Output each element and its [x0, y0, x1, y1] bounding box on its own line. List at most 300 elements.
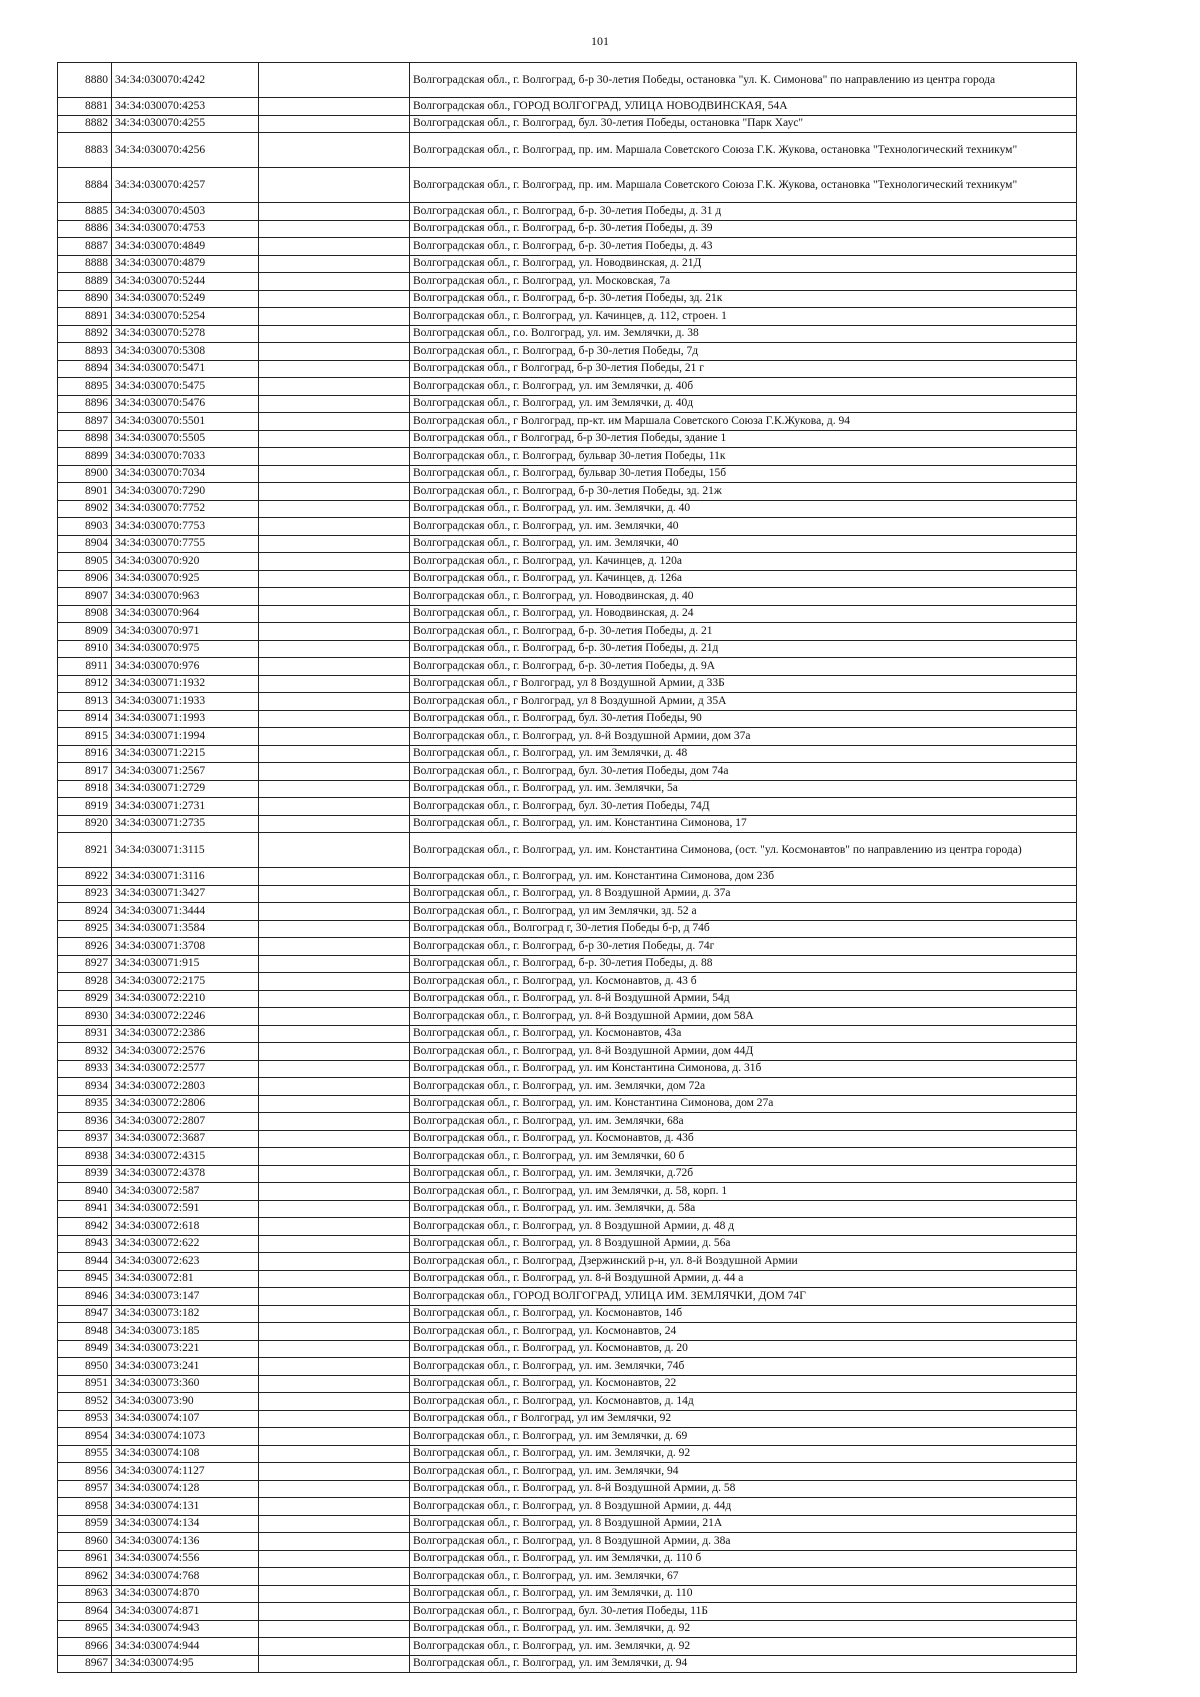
cadastral-number-cell: 34:34:030071:3708 [112, 938, 259, 956]
cadastral-number-cell: 34:34:030072:2175 [112, 973, 259, 991]
cadastral-number-cell: 34:34:030070:963 [112, 588, 259, 606]
address-cell: Волгоградская обл., г. Волгоград, ул. им. Землячки, 67 [410, 1568, 1077, 1586]
address-cell: Волгоградская обл., г. Волгоград, б-р. 30-летия Победы, д. 39 [410, 220, 1077, 238]
row-number-cell: 8962 [58, 1568, 112, 1586]
address-cell: Волгоградская обл., г. Волгоград, Дзержинский р-н, ул. 8-й Воздушной Армии [410, 1253, 1077, 1271]
cadastral-number-cell: 34:34:030070:4255 [112, 115, 259, 133]
table-row [58, 780, 1077, 798]
address-cell: Волгоградская обл., г. Волгоград, ул. Космонавтов, д. 43 б [410, 973, 1077, 991]
row-number-cell: 8966 [58, 1638, 112, 1656]
address-cell: Волгоградская обл., г. Волгоград, пр. им. Маршала Советского Союза Г.К. Жукова, остановка "Технологический техникум" [410, 168, 1077, 203]
row-number-cell: 8891 [58, 308, 112, 326]
cadastral-number-cell: 34:34:030070:5505 [112, 430, 259, 448]
row-number-cell: 8907 [58, 588, 112, 606]
table-row [58, 1445, 1077, 1463]
address-cell: Волгоградская обл., г Волгоград, б-р 30-летия Победы, 21 г [410, 360, 1077, 378]
empty-cell [259, 780, 410, 798]
table-row [58, 1130, 1077, 1148]
cadastral-number-cell: 34:34:030071:2729 [112, 780, 259, 798]
row-number-cell: 8904 [58, 535, 112, 553]
empty-cell [259, 1253, 410, 1271]
empty-cell [259, 605, 410, 623]
cadastral-number-cell: 34:34:030070:5244 [112, 273, 259, 291]
address-cell: Волгоградская обл., г.о. Волгоград, ул. им. Землячки, д. 38 [410, 325, 1077, 343]
table-row [58, 1410, 1077, 1428]
table-row [58, 1323, 1077, 1341]
table-row [58, 255, 1077, 273]
empty-cell [259, 430, 410, 448]
cadastral-number-cell: 34:34:030072:3687 [112, 1130, 259, 1148]
empty-cell [259, 1148, 410, 1166]
table-row [58, 640, 1077, 658]
cadastral-number-cell: 34:34:030072:2210 [112, 990, 259, 1008]
address-cell: Волгоградская обл., г. Волгоград, ул. им. Константина Симонова, дом 27а [410, 1095, 1077, 1113]
cadastral-number-cell: 34:34:030071:1993 [112, 710, 259, 728]
empty-cell [259, 1165, 410, 1183]
row-number-cell: 8911 [58, 658, 112, 676]
row-number-cell: 8890 [58, 290, 112, 308]
empty-cell [259, 1200, 410, 1218]
row-number-cell: 8964 [58, 1603, 112, 1621]
empty-cell [259, 1445, 410, 1463]
address-cell: Волгоградская обл., г. Волгоград, ул. 8-й Воздушной Армии, д. 44 а [410, 1270, 1077, 1288]
empty-cell [259, 553, 410, 571]
cadastral-number-cell: 34:34:030072:622 [112, 1235, 259, 1253]
cadastral-number-cell: 34:34:030074:108 [112, 1445, 259, 1463]
row-number-cell: 8938 [58, 1148, 112, 1166]
row-number-cell: 8913 [58, 693, 112, 711]
cadastral-number-cell: 34:34:030071:2215 [112, 745, 259, 763]
cadastral-number-cell: 34:34:030074:1073 [112, 1428, 259, 1446]
empty-cell [259, 98, 410, 116]
table-row [58, 693, 1077, 711]
row-number-cell: 8909 [58, 623, 112, 641]
empty-cell [259, 1078, 410, 1096]
table-row [58, 1515, 1077, 1533]
table-row [58, 1655, 1077, 1673]
empty-cell [259, 1603, 410, 1621]
empty-cell [259, 885, 410, 903]
cadastral-number-cell: 34:34:030070:5249 [112, 290, 259, 308]
cadastral-number-cell: 34:34:030070:5476 [112, 395, 259, 413]
empty-cell [259, 728, 410, 746]
cadastral-number-cell: 34:34:030071:2567 [112, 763, 259, 781]
row-number-cell: 8928 [58, 973, 112, 991]
table-row [58, 1305, 1077, 1323]
cadastral-number-cell: 34:34:030070:4256 [112, 133, 259, 168]
address-cell: Волгоградская обл., г. Волгоград, бульвар 30-летия Победы, 15б [410, 465, 1077, 483]
empty-cell [259, 1113, 410, 1131]
table-row [58, 745, 1077, 763]
row-number-cell: 8967 [58, 1655, 112, 1673]
cadastral-number-cell: 34:34:030070:7290 [112, 483, 259, 501]
row-number-cell: 8914 [58, 710, 112, 728]
row-number-cell: 8881 [58, 98, 112, 116]
empty-cell [259, 1375, 410, 1393]
address-cell: Волгоградская обл., г. Волгоград, б-р 30-летия Победы, зд. 21ж [410, 483, 1077, 501]
row-number-cell: 8944 [58, 1253, 112, 1271]
table-row [58, 798, 1077, 816]
empty-cell [259, 1393, 410, 1411]
row-number-cell: 8935 [58, 1095, 112, 1113]
cadastral-number-cell: 34:34:030071:1994 [112, 728, 259, 746]
table-row [58, 1480, 1077, 1498]
row-number-cell: 8894 [58, 360, 112, 378]
table-row [58, 553, 1077, 571]
table-row [58, 1113, 1077, 1131]
row-number-cell: 8933 [58, 1060, 112, 1078]
row-number-cell: 8884 [58, 168, 112, 203]
address-cell: Волгоградская обл., г. Волгоград, ул. Космонавтов, д. 43б [410, 1130, 1077, 1148]
address-cell: Волгоградская обл., г. Волгоград, бул. 30-летия Победы, 74Д [410, 798, 1077, 816]
empty-cell [259, 570, 410, 588]
empty-cell [259, 1585, 410, 1603]
address-cell: Волгоградская обл., г. Волгоград, ул. Качинцев, д. 112, строен. 1 [410, 308, 1077, 326]
empty-cell [259, 868, 410, 886]
empty-cell [259, 518, 410, 536]
row-number-cell: 8941 [58, 1200, 112, 1218]
empty-cell [259, 1533, 410, 1551]
empty-cell [259, 308, 410, 326]
cadastral-number-cell: 34:34:030074:134 [112, 1515, 259, 1533]
cadastral-number-cell: 34:34:030072:4315 [112, 1148, 259, 1166]
empty-cell [259, 833, 410, 868]
empty-cell [259, 938, 410, 956]
row-number-cell: 8934 [58, 1078, 112, 1096]
table-row [58, 868, 1077, 886]
address-cell: Волгоградская обл., г. Волгоград, ул. 8-й Воздушной Армии, дом 58А [410, 1008, 1077, 1026]
empty-cell [259, 395, 410, 413]
address-cell: Волгоградская обл., г. Волгоград, ул. Космонавтов, 14б [410, 1305, 1077, 1323]
table-row [58, 1253, 1077, 1271]
table-row [58, 1043, 1077, 1061]
row-number-cell: 8900 [58, 465, 112, 483]
empty-cell [259, 588, 410, 606]
empty-cell [259, 238, 410, 256]
address-cell: Волгоградская обл., г. Волгоград, б-р 30-летия Победы, д. 74г [410, 938, 1077, 956]
address-cell: Волгоградская обл., г. Волгоград, бул. 30-летия Победы, 11Б [410, 1603, 1077, 1621]
table-row [58, 1095, 1077, 1113]
cadastral-number-cell: 34:34:030070:4257 [112, 168, 259, 203]
address-cell: Волгоградская обл., г. Волгоград, ул. 8-й Воздушной Армии, дом 44Д [410, 1043, 1077, 1061]
table-row [58, 658, 1077, 676]
address-cell: Волгоградская обл., г. Волгоград, ул. 8-й Воздушной Армии, 54д [410, 990, 1077, 1008]
address-cell: Волгоградская обл., г. Волгоград, б-р. 30-летия Победы, д. 43 [410, 238, 1077, 256]
row-number-cell: 8895 [58, 378, 112, 396]
empty-cell [259, 413, 410, 431]
table-row [58, 133, 1077, 168]
cadastral-number-cell: 34:34:030074:136 [112, 1533, 259, 1551]
row-number-cell: 8887 [58, 238, 112, 256]
table-row [58, 308, 1077, 326]
cadastral-number-cell: 34:34:030070:5308 [112, 343, 259, 361]
row-number-cell: 8916 [58, 745, 112, 763]
row-number-cell: 8960 [58, 1533, 112, 1551]
address-cell: Волгоградская обл., г. Волгоград, ул. Космонавтов, д. 20 [410, 1340, 1077, 1358]
empty-cell [259, 815, 410, 833]
cadastral-number-cell: 34:34:030071:915 [112, 955, 259, 973]
empty-cell [259, 903, 410, 921]
row-number-cell: 8921 [58, 833, 112, 868]
row-number-cell: 8949 [58, 1340, 112, 1358]
address-cell: Волгоградская обл., г. Волгоград, ул. 8 Воздушной Армии, д. 56а [410, 1235, 1077, 1253]
table-row [58, 448, 1077, 466]
cadastral-number-cell: 34:34:030073:147 [112, 1288, 259, 1306]
table-row [58, 1393, 1077, 1411]
cadastral-number-cell: 34:34:030070:5471 [112, 360, 259, 378]
address-cell: Волгоградская обл., г. Волгоград, ул. Качинцев, д. 126а [410, 570, 1077, 588]
cadastral-number-cell: 34:34:030072:2577 [112, 1060, 259, 1078]
row-number-cell: 8931 [58, 1025, 112, 1043]
address-cell: Волгоградская обл., г. Волгоград, ул. им. Землячки, д.72б [410, 1165, 1077, 1183]
empty-cell [259, 1568, 410, 1586]
address-cell: Волгоградская обл., г. Волгоград, бульвар 30-летия Победы, 11к [410, 448, 1077, 466]
cadastral-registry-table [57, 62, 1077, 1673]
row-number-cell: 8942 [58, 1218, 112, 1236]
table-row [58, 220, 1077, 238]
cadastral-number-cell: 34:34:030072:618 [112, 1218, 259, 1236]
table-row [58, 343, 1077, 361]
row-number-cell: 8901 [58, 483, 112, 501]
table-row [58, 465, 1077, 483]
table-row [58, 360, 1077, 378]
empty-cell [259, 973, 410, 991]
empty-cell [259, 1410, 410, 1428]
table-row [58, 1428, 1077, 1446]
table-row [58, 1638, 1077, 1656]
address-cell: Волгоградская обл., г. Волгоград, ул. им. Землячки, 68а [410, 1113, 1077, 1131]
row-number-cell: 8882 [58, 115, 112, 133]
address-cell: Волгоградская обл., ГОРОД ВОЛГОГРАД, УЛИЦА НОВОДВИНСКАЯ, 54А [410, 98, 1077, 116]
empty-cell [259, 465, 410, 483]
address-cell: Волгоградская обл., г. Волгоград, ул. им Землячки, д. 69 [410, 1428, 1077, 1446]
address-cell: Волгоградская обл., г. Волгоград, ул. 8-й Воздушной Армии, д. 58 [410, 1480, 1077, 1498]
empty-cell [259, 1008, 410, 1026]
table-row [58, 1200, 1077, 1218]
empty-cell [259, 273, 410, 291]
table-row [58, 605, 1077, 623]
empty-cell [259, 1638, 410, 1656]
cadastral-number-cell: 34:34:030074:107 [112, 1410, 259, 1428]
address-cell: Волгоградская обл., г. Волгоград, ул. им Землячки, д. 110 б [410, 1550, 1077, 1568]
address-cell: Волгоградская обл., г. Волгоград, б-р. 30-летия Победы, д. 88 [410, 955, 1077, 973]
row-number-cell: 8961 [58, 1550, 112, 1568]
address-cell: Волгоградская обл., г. Волгоград, ул. Космонавтов, 43а [410, 1025, 1077, 1043]
table-row [58, 1218, 1077, 1236]
table-row [58, 710, 1077, 728]
row-number-cell: 8899 [58, 448, 112, 466]
address-cell: Волгоградская обл., г. Волгоград, ул. им. Константина Симонова, (ост. "ул. Космонавтов" по направлению из центра города) [410, 833, 1077, 868]
empty-cell [259, 640, 410, 658]
table-row [58, 98, 1077, 116]
table-row [58, 1025, 1077, 1043]
table-row [58, 1375, 1077, 1393]
address-cell: Волгоградская обл., г. Волгоград, ул. 8-й Воздушной Армии, дом 37а [410, 728, 1077, 746]
table-row [58, 1235, 1077, 1253]
row-number-cell: 8897 [58, 413, 112, 431]
row-number-cell: 8906 [58, 570, 112, 588]
address-cell: Волгоградская обл., г. Волгоград, ул. им. Землячки, 40 [410, 518, 1077, 536]
cadastral-number-cell: 34:34:030073:182 [112, 1305, 259, 1323]
table-row [58, 238, 1077, 256]
row-number-cell: 8952 [58, 1393, 112, 1411]
address-cell: Волгоградская обл., г. Волгоград, бул. 30-летия Победы, 90 [410, 710, 1077, 728]
cadastral-number-cell: 34:34:030070:4253 [112, 98, 259, 116]
cadastral-number-cell: 34:34:030070:5475 [112, 378, 259, 396]
table-row [58, 168, 1077, 203]
table-row [58, 535, 1077, 553]
empty-cell [259, 1323, 410, 1341]
row-number-cell: 8963 [58, 1585, 112, 1603]
empty-cell [259, 1288, 410, 1306]
address-cell: Волгоградская обл., г. Волгоград, ул. Новодвинская, д. 40 [410, 588, 1077, 606]
empty-cell [259, 710, 410, 728]
table-row [58, 990, 1077, 1008]
row-number-cell: 8932 [58, 1043, 112, 1061]
table-row [58, 815, 1077, 833]
address-cell: Волгоградская обл., г. Волгоград, б-р. 30-летия Победы, д. 9А [410, 658, 1077, 676]
empty-cell [259, 203, 410, 221]
cadastral-number-cell: 34:34:030071:3115 [112, 833, 259, 868]
table-row [58, 413, 1077, 431]
table-row [58, 1550, 1077, 1568]
row-number-cell: 8946 [58, 1288, 112, 1306]
address-cell: Волгоградская обл., г. Волгоград, б-р 30-летия Победы, остановка "ул. К. Симонова" по направлению из центра города [410, 63, 1077, 98]
empty-cell [259, 1428, 410, 1446]
table-row [58, 1060, 1077, 1078]
cadastral-number-cell: 34:34:030071:3584 [112, 920, 259, 938]
row-number-cell: 8959 [58, 1515, 112, 1533]
table-row [58, 920, 1077, 938]
empty-cell [259, 623, 410, 641]
cadastral-number-cell: 34:34:030072:623 [112, 1253, 259, 1271]
empty-cell [259, 1515, 410, 1533]
cadastral-number-cell: 34:34:030070:4242 [112, 63, 259, 98]
address-cell: Волгоградская обл., г. Волгоград, б-р. 30-летия Победы, зд. 21к [410, 290, 1077, 308]
address-cell: Волгоградская обл., г. Волгоград, ул. Космонавтов, 22 [410, 1375, 1077, 1393]
empty-cell [259, 745, 410, 763]
table-row [58, 955, 1077, 973]
table-row [58, 1358, 1077, 1376]
row-number-cell: 8965 [58, 1620, 112, 1638]
empty-cell [259, 763, 410, 781]
address-cell: Волгоградская обл., г. Волгоград, ул. им. Константина Симонова, дом 23б [410, 868, 1077, 886]
table-row [58, 1340, 1077, 1358]
row-number-cell: 8948 [58, 1323, 112, 1341]
empty-cell [259, 1043, 410, 1061]
empty-cell [259, 133, 410, 168]
empty-cell [259, 1130, 410, 1148]
row-number-cell: 8930 [58, 1008, 112, 1026]
row-number-cell: 8929 [58, 990, 112, 1008]
cadastral-number-cell: 34:34:030072:2803 [112, 1078, 259, 1096]
cadastral-number-cell: 34:34:030071:2731 [112, 798, 259, 816]
table-row [58, 395, 1077, 413]
address-cell: Волгоградская обл., г. Волгоград, ул. Качинцев, д. 120а [410, 553, 1077, 571]
empty-cell [259, 675, 410, 693]
table-row [58, 1463, 1077, 1481]
empty-cell [259, 920, 410, 938]
row-number-cell: 8915 [58, 728, 112, 746]
row-number-cell: 8889 [58, 273, 112, 291]
address-cell: Волгоградская обл., г. Волгоград, ул. им Землячки, д. 48 [410, 745, 1077, 763]
address-cell: Волгоградская обл., г. Волгоград, б-р. 30-летия Победы, д. 21д [410, 640, 1077, 658]
row-number-cell: 8883 [58, 133, 112, 168]
empty-cell [259, 1235, 410, 1253]
empty-cell [259, 990, 410, 1008]
table-row [58, 378, 1077, 396]
table-row [58, 1078, 1077, 1096]
address-cell: Волгоградская обл., г. Волгоград, ул. им. Землячки, 74б [410, 1358, 1077, 1376]
row-number-cell: 8954 [58, 1428, 112, 1446]
row-number-cell: 8917 [58, 763, 112, 781]
row-number-cell: 8956 [58, 1463, 112, 1481]
cadastral-number-cell: 34:34:030073:90 [112, 1393, 259, 1411]
table-row [58, 1585, 1077, 1603]
address-cell: Волгоградская обл., г. Волгоград, б-р 30-летия Победы, 7д [410, 343, 1077, 361]
empty-cell [259, 255, 410, 273]
cadastral-number-cell: 34:34:030072:587 [112, 1183, 259, 1201]
row-number-cell: 8885 [58, 203, 112, 221]
cadastral-number-cell: 34:34:030070:964 [112, 605, 259, 623]
table-row [58, 728, 1077, 746]
address-cell: Волгоградская обл., г. Волгоград, ул. им. Землячки, д. 58а [410, 1200, 1077, 1218]
empty-cell [259, 325, 410, 343]
address-cell: Волгоградская обл., г. Волгоград, б-р. 30-летия Победы, д. 21 [410, 623, 1077, 641]
row-number-cell: 8951 [58, 1375, 112, 1393]
address-cell: Волгоградская обл., г. Волгоград, ул. им Землячки, д. 40б [410, 378, 1077, 396]
row-number-cell: 8898 [58, 430, 112, 448]
row-number-cell: 8908 [58, 605, 112, 623]
table-row [58, 903, 1077, 921]
address-cell: Волгоградская обл., г. Волгоград, ул. им. Землячки, дом 72а [410, 1078, 1077, 1096]
cadastral-number-cell: 34:34:030071:1933 [112, 693, 259, 711]
cadastral-number-cell: 34:34:030074:943 [112, 1620, 259, 1638]
row-number-cell: 8919 [58, 798, 112, 816]
row-number-cell: 8925 [58, 920, 112, 938]
cadastral-number-cell: 34:34:030071:2735 [112, 815, 259, 833]
row-number-cell: 8947 [58, 1305, 112, 1323]
cadastral-number-cell: 34:34:030072:2386 [112, 1025, 259, 1043]
cadastral-number-cell: 34:34:030074:1127 [112, 1463, 259, 1481]
address-cell: Волгоградская обл., г. Волгоград, ул. Космонавтов, д. 14д [410, 1393, 1077, 1411]
address-cell: Волгоградская обл., г. Волгоград, ул им Землячки, зд. 52 а [410, 903, 1077, 921]
table-row [58, 570, 1077, 588]
address-cell: Волгоградская обл., г. Волгоград, ул. Новодвинская, д. 21Д [410, 255, 1077, 273]
address-cell: Волгоградская обл., г. Волгоград, бул. 30-летия Победы, дом 74а [410, 763, 1077, 781]
row-number-cell: 8896 [58, 395, 112, 413]
table-row [58, 1008, 1077, 1026]
table-row [58, 1288, 1077, 1306]
address-cell: Волгоградская обл., г Волгоград, ул им Землячки, 92 [410, 1410, 1077, 1428]
row-number-cell: 8936 [58, 1113, 112, 1131]
table-row [58, 273, 1077, 291]
cadastral-number-cell: 34:34:030070:7752 [112, 500, 259, 518]
cadastral-number-cell: 34:34:030072:4378 [112, 1165, 259, 1183]
cadastral-number-cell: 34:34:030074:128 [112, 1480, 259, 1498]
row-number-cell: 8912 [58, 675, 112, 693]
empty-cell [259, 1655, 410, 1673]
address-cell: Волгоградская обл., г. Волгоград, ул. Московская, 7а [410, 273, 1077, 291]
empty-cell [259, 1095, 410, 1113]
table-row [58, 588, 1077, 606]
cadastral-number-cell: 34:34:030070:4753 [112, 220, 259, 238]
address-cell: Волгоградская обл., г. Волгоград, ул. им Константина Симонова, д. 31б [410, 1060, 1077, 1078]
cadastral-number-cell: 34:34:030074:556 [112, 1550, 259, 1568]
address-cell: Волгоградская обл., г. Волгоград, ул. им. Землячки, 94 [410, 1463, 1077, 1481]
table-row [58, 518, 1077, 536]
row-number-cell: 8922 [58, 868, 112, 886]
